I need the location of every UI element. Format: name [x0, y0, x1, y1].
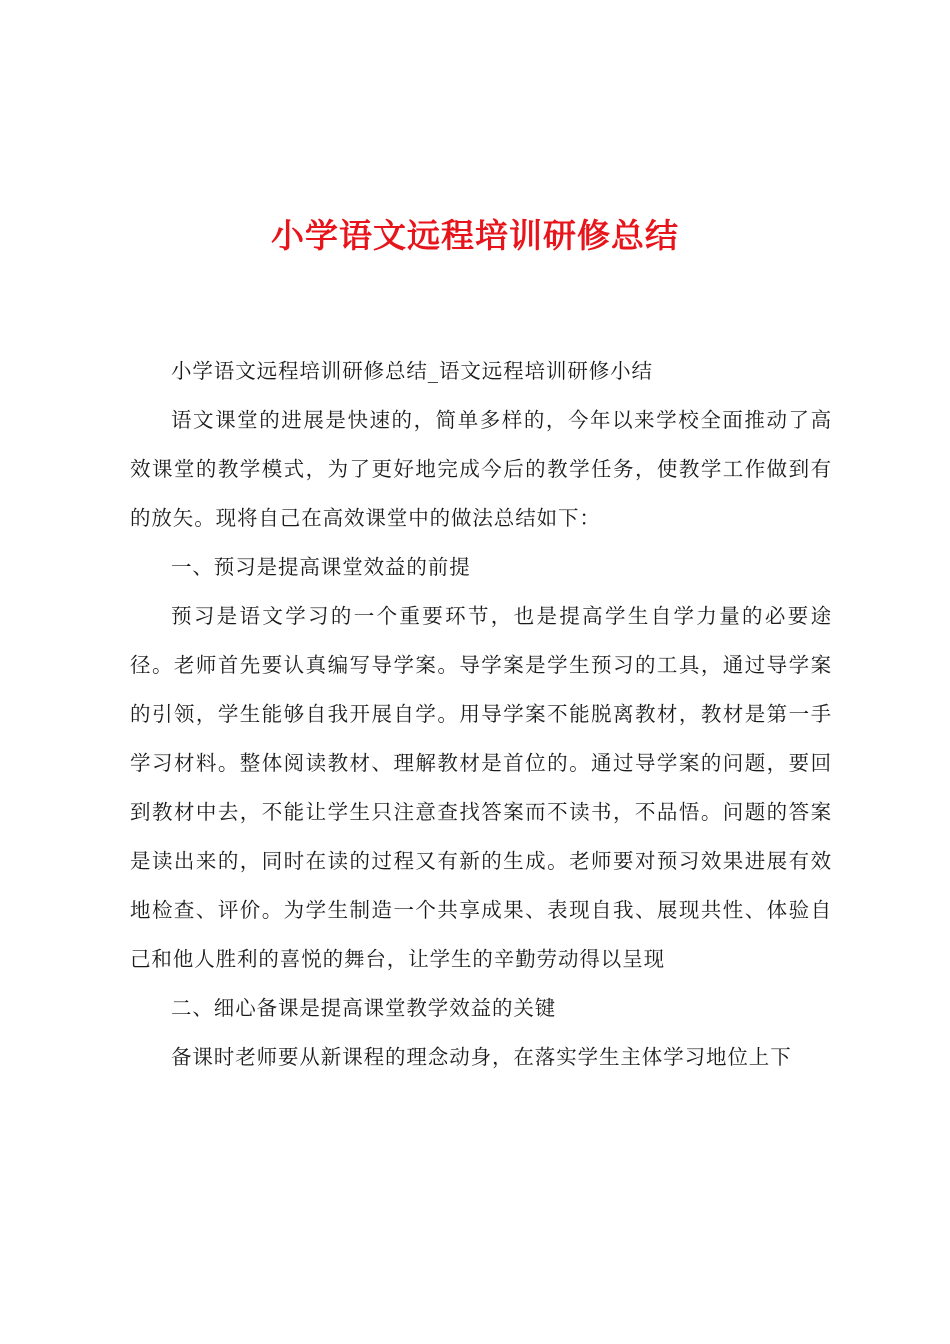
section-1-paragraph: 预习是语文学习的一个重要环节，也是提高学生自学力量的必要途径。老师首先要认真编写导学案。导学案是学生预习的工具，通过导学案的引领，学生能够自我开展自学。用导学案不能脱离教材，教材是第一手学习材料。整体阅读教材、理解教材是首位的。通过导学案的问题，要回到教材中去，不能让学生只注意查找答案而不读书，不品悟。问题的答案是读出来的，同时在读的过程又有新的生成。老师要对预习效果进展有效地检查、评价。为学生制造一个共享成果、表现自我、展现共性、体验自己和他人胜利的喜悦的舞台，让学生的辛勤劳动得以呈现 [130, 604, 832, 971]
document-body [130, 347, 832, 1082]
section-heading-1: 一、预习是提高课堂效益的前提 [171, 555, 471, 579]
document-title: 小学语文远程培训研修总结 [271, 216, 679, 255]
intro-paragraph: 语文课堂的进展是快速的，简单多样的，今年以来学校全面推动了高效课堂的教学模式，为了更好地完成今后的教学任务，使教学工作做到有的放矢。现将自己在高效课堂中的做法总结如下： [130, 408, 832, 530]
subtitle-paragraph: 小学语文远程培训研修总结_语文远程培训研修小结 [171, 359, 653, 383]
section-heading-2: 二、细心备课是提高课堂教学效益的关键 [171, 996, 557, 1020]
section-2-paragraph: 备课时老师要从新课程的理念动身，在落实学生主体学习地位上下 [171, 1045, 792, 1069]
